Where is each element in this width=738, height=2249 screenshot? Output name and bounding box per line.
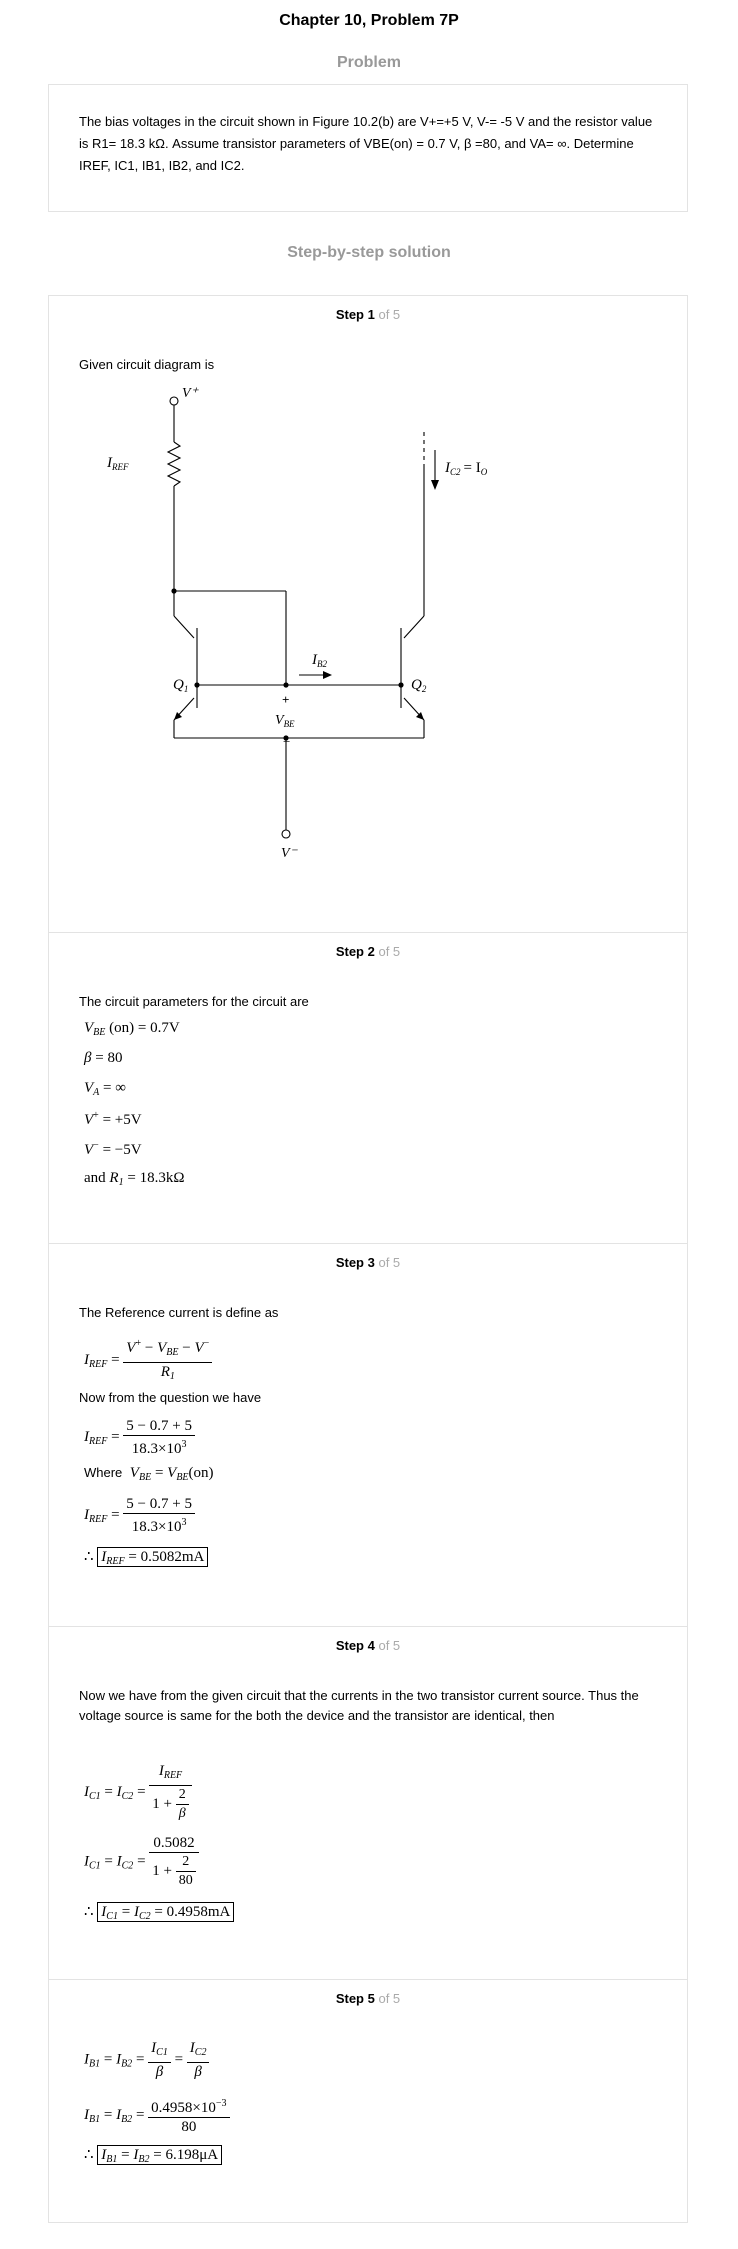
step-4-header: Step 4 of 5	[335, 1638, 401, 1653]
solution-heading: Step-by-step solution	[287, 244, 451, 261]
problem-heading: Problem	[336, 54, 401, 71]
step-5-header: Step 5 of 5	[335, 1991, 401, 2006]
param-r1: and $R_1 = 18.3k\Omega$	[84, 1170, 185, 1188]
step-2-text: The circuit parameters for the circuit are	[79, 994, 309, 1009]
ic-result: ∴ $I_{C1} = I_{C2} = 0.4958mA$	[84, 1902, 234, 1922]
iref-numeric-2: $I_{REF}$ = $\frac{5 - 0.7 + 5}{18.3\times 10^3}$	[84, 1495, 195, 1536]
ib-numeric: $I_{B1} = I_{B2}$ = $\frac{0.4958\times 10^{-3}}{80}$	[84, 2095, 230, 2136]
vminus-label: V⁻	[281, 846, 297, 861]
step-5	[48, 1979, 688, 2223]
q1-label: $Q_1$	[173, 677, 189, 694]
vplus-label: V⁺	[182, 386, 198, 401]
param-beta: β = 80	[84, 1050, 123, 1066]
step-3-header: Step 3 of 5	[335, 1255, 401, 1270]
step-4	[48, 1626, 688, 1979]
param-vminus: V− = −5V	[84, 1140, 142, 1158]
step-2	[48, 932, 688, 1243]
iref-formula: $I_{REF}$ = $\frac{V^+ - V_{BE} - V^-}{R_1}$	[84, 1335, 212, 1386]
iref-numeric-1: $I_{REF}$ = $\frac{5 - 0.7 + 5}{18.3\times 10^3}$	[84, 1417, 195, 1458]
ic-numeric: $I_{C1} = I_{C2}$ = 0.5082 1 + $\frac{2}{80}$	[84, 1834, 199, 1890]
iref-result: ∴ $I_{REF} = 0.5082mA$	[84, 1547, 208, 1567]
step-1	[48, 295, 688, 932]
step-3-text2: Now from the question we have	[79, 1390, 262, 1405]
ib-result: ∴ $I_{B1} = I_{B2} = 6.198\mu A$	[84, 2145, 222, 2165]
step-2-header: Step 2 of 5	[335, 944, 401, 959]
q2-label: $Q_2$	[411, 677, 427, 694]
ic-formula: $I_{C1} = I_{C2}$ = $I_{REF}$ 1 + $\frac{2}{\beta}$	[84, 1762, 192, 1823]
param-vplus: V+ = +5V	[84, 1110, 142, 1128]
problem-text: The bias voltages in the circuit shown in Figure 10.2(b) are V+=+5 V, V-= -5 V and the resistor value is R1= 18.3 kΩ. Assume transistor parameters of VBE(on) = 0.7 V, β =80, and VA= ∞. Determine IREF, IC1, IB1, IB2, and IC2.	[79, 114, 653, 173]
step-3	[48, 1243, 688, 1626]
iref-label: $I_{REF}$	[107, 455, 129, 472]
step-4-text: Now we have from the given circuit that the currents in the two transistor current source. Thus the voltage source is same for the both the device and the transistor are identical, then	[79, 1688, 639, 1723]
page-title: Chapter 10, Problem 7P	[279, 12, 459, 29]
vbe-plus: +	[282, 692, 290, 707]
ib2-label: $I_{B2}$	[312, 652, 327, 669]
problem-box	[48, 84, 688, 212]
where-line: Where $V_{BE} = V_{BE}(on)$	[84, 1465, 214, 1483]
param-va: $V_A$ = ∞	[84, 1080, 126, 1098]
param-vbe: $V_{BE}$ (on) = 0.7V	[84, 1020, 180, 1038]
vbe-label: $V_{BE}$	[275, 713, 295, 729]
ic2-label: $I_{C2} = I_O$	[445, 460, 488, 477]
step-3-text: The Reference current is define as	[79, 1305, 279, 1320]
circuit-diagram	[49, 380, 689, 920]
ib-formula: $I_{B1} = I_{B2}$ = $\frac{I_{C1}}{\beta}$ = $\frac{I_{C2}}{\beta}$	[84, 2039, 209, 2081]
vbe-minus: −	[283, 734, 291, 749]
step-1-text: Given circuit diagram is	[79, 357, 215, 372]
step-1-header: Step 1 of 5	[335, 307, 401, 322]
